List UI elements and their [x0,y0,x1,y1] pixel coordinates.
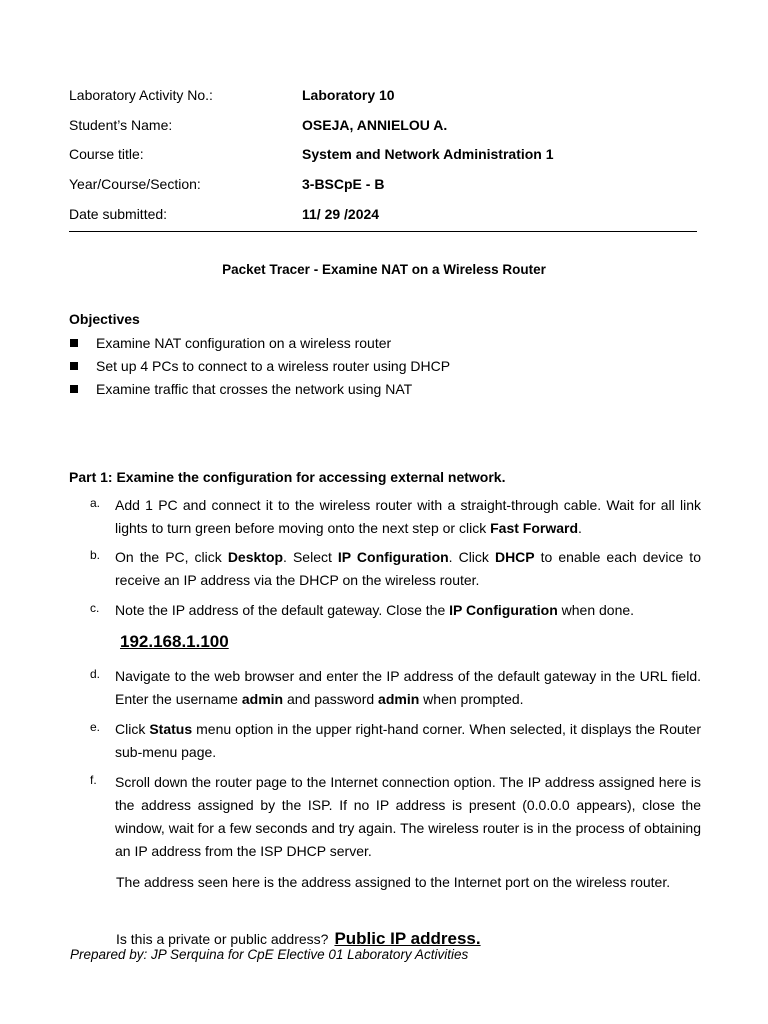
objective-item [69,356,709,379]
objective-text: Examine NAT configuration on a wireless router [96,335,392,351]
header-label: Year/Course/Section: [69,176,201,192]
step-text: Scroll down the router page to the Internet connection option. The IP address assigned here is the address assigned by the ISP. If no IP address is present (0.0.0.0 appears), close the window, wait for a few seconds and try again. The wireless router is in the process of obtaining an IP address from the ISP DHCP server. [115,774,701,859]
step-text-run: menu option in the upper right-hand corner. When selected, it displays the Router sub-menu page. [115,721,701,760]
step-text-run: Add 1 PC and connect it to the wireless router with a straight-through cable. Wait for all link lights to turn green before moving onto the next step or click [115,497,701,536]
step-bold-term: admin [378,691,420,707]
step-letter: f. [90,773,97,787]
address-answer: Public IP address. [334,929,481,948]
step-letter: e. [90,720,101,734]
step-text-run: . Select [283,549,338,565]
objective-item [69,333,709,356]
objective-item [69,379,709,402]
step-letter: a. [90,496,101,510]
step-text-run: to enable each device to receive an IP address via the DHCP on the wireless router. [115,549,701,588]
step-f [69,771,701,863]
step-text-run: and password [283,691,379,707]
internet-port-note: The address seen here is the address assigned to the Internet port on the wireless router. [116,874,671,890]
part1-heading: Part 1: Examine the configuration for accessing external network. [69,469,506,485]
step-bold-term: DHCP [494,549,535,565]
gateway-ip-answer: 192.168.1.100 [120,632,229,651]
step-text-run: when done. [557,602,635,618]
step-letter: b. [90,548,101,562]
address-question [116,929,481,949]
step-c [69,599,701,622]
step-a [69,494,701,540]
step-d [69,665,701,711]
step-text [115,546,701,592]
objective-text: Set up 4 PCs to connect to a wireless router using DHCP [96,358,451,374]
header-label: Laboratory Activity No.: [69,87,213,103]
step-bold-term: Status [149,721,193,737]
page-footer: Prepared by: JP Serquina for CpE Elective 01 Laboratory Activities [70,947,469,962]
objectives-heading: Objectives [69,311,140,327]
header-value: Laboratory 10 [302,87,395,103]
step-e [69,718,701,764]
header-value: System and Network Administration 1 [302,146,554,162]
header-label: Student’s Name: [69,117,173,133]
square-bullet-icon [70,339,78,347]
step-text-run: On the PC, click [115,549,228,565]
page-title: Packet Tracer - Examine NAT on a Wireless Router [222,262,546,277]
step-text-run: Navigate to the web browser and enter the IP address of the default gateway in the URL field. Enter the username [115,668,701,707]
step-letter: c. [90,601,100,615]
header-label: Course title: [69,146,144,162]
step-text-run: . Click [448,549,495,565]
step-text-run: when prompted. [419,691,524,707]
header-label: Date submitted: [69,206,168,222]
step-bold-term: Desktop [227,549,284,565]
objective-text: Examine traffic that crosses the network using NAT [96,381,413,397]
step-text-run: . [578,520,582,536]
step-text-run: Note the IP address of the default gateway. Close the [115,602,450,618]
question-text: Is this a private or public address? [116,931,329,947]
square-bullet-icon [70,362,78,370]
step-text [115,494,701,540]
objectives-list [69,333,709,402]
step-bold-term: IP Configuration [337,549,449,565]
square-bullet-icon [70,385,78,393]
header-value: 11/ 29 /2024 [302,206,380,222]
step-b [69,546,701,592]
step-text [115,599,701,622]
step-text-run: Click [115,721,150,737]
header-divider [69,231,697,232]
step-bold-term: IP Configuration [449,602,558,618]
step-text [115,718,701,764]
header-value: 3-BSCpE - B [302,176,385,192]
header-value: OSEJA, ANNIELOU A. [302,117,448,133]
step-letter: d. [90,667,101,681]
step-text [115,665,701,711]
step-bold-term: Fast Forward [490,520,579,536]
step-bold-term: admin [241,691,284,707]
